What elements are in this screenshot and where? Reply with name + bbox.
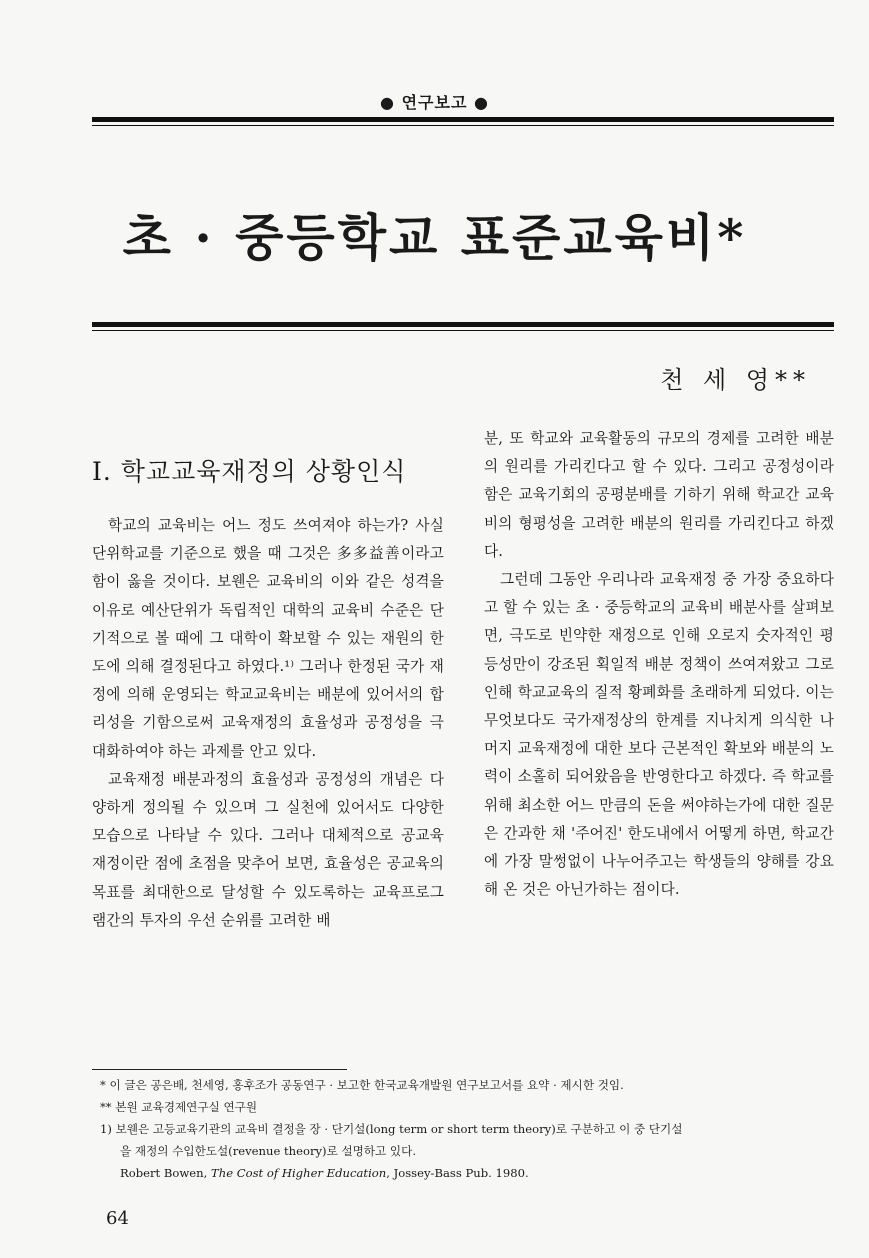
footnote: ** 본원 교육경제연구실 연구원 <box>100 1100 258 1114</box>
footnote: 1) 보웬은 고등교육기관의 교육비 결정을 장 · 단기설(long term or short term theory)로 구분하고 이 중 단기설 <box>100 1122 683 1136</box>
paragraph: 분, 또 학교와 교육활동의 규모의 경제를 고려한 배분의 원리를 가리킨다고 할 수 있다. 그리고 공정성이라 함은 교육기회의 공평분배를 기하기 위해 학교간 교육비의 형평성을 고려한 배분의 원리를 가리킨다고 하겠다. <box>484 430 834 560</box>
left-column <box>92 512 444 935</box>
section-tag: ● 연구보고 ● <box>380 93 489 112</box>
section-heading: I. 학교교육재정의 상황인식 <box>92 457 407 486</box>
paragraph: 교육재정 배분과정의 효율성과 공정성의 개념은 다양하게 정의될 수 있으며 그 실천에 있어서도 다양한 모습으로 나타날 수 있다. 그러나 대체적으로 공교육 재정이란 점에 초점을 맞추어 보면, 효율성은 공교육의 목표를 최대한으로 달성할 수 있도록하는 교육프로그램간의 투자의 우선 순위를 고려한 배 <box>92 770 444 929</box>
reference-author: Robert Bowen, <box>120 1166 212 1180</box>
author-name: 천 세 영** <box>660 366 811 394</box>
footnote-reference <box>100 1162 820 1184</box>
paragraph: 학교의 교육비는 어느 정도 쓰여져야 하는가? 사실 단위학교를 기준으로 했을 때 그것은 多多益善이라고 함이 옳을 것이다. 보웬은 교육비의 이와 같은 성격을 이유로 예산단위가 독립적인 대학의 교육비 수준은 단기적으로 볼 때에 그 대학이 확보할 수 있는 재원의 한도에 의해 결정된다고 하였다.¹⁾ 그러나 한정된 국가 재정에 의해 운영되는 학교교육비는 배분에 있어서의 합리성을 기함으로써 교육재정의 효율성과 공정성을 극대화하여야 하는 과제를 안고 있다. <box>92 517 444 760</box>
right-column <box>484 425 834 904</box>
reference-title: The Cost of Higher Education <box>211 1166 387 1180</box>
title-rule-thin <box>92 330 834 331</box>
title-rule <box>92 322 834 327</box>
article-title: 초 · 중등학교 표준교육비* <box>122 208 747 267</box>
footnotes <box>100 1074 820 1184</box>
header-rule <box>92 117 834 122</box>
page-number: 64 <box>106 1208 129 1229</box>
reference-publisher: , Jossey-Bass Pub. 1980. <box>386 1166 529 1180</box>
paragraph: 그런데 그동안 우리나라 교육재정 중 가장 중요하다고 할 수 있는 초 · 중등학교의 교육비 배분사를 살펴보면, 극도로 빈약한 재정으로 인해 오로지 숫자적인 평등성만이 강조된 획일적 배분 정책이 쓰여져왔고 그로 인해 학교교육의 질적 황폐화를 초래하게 되었다. 이는 무엇보다도 국가재정상의 한계를 지나치게 의식한 나머지 교육재정에 대한 보다 근본적인 확보와 배분의 노력이 소홀히 되어왔음을 반영한다고 하겠다. 즉 학교를 위해 최소한 어느 만큼의 돈을 써야하는가에 대한 질문은 간과한 채 '주어진' 한도내에서 어떻게 하면, 학교간에 가장 말썽없이 나누어주고는 학생들의 양해를 강요해 온 것은 아닌가하는 점이다. <box>484 571 834 899</box>
header-rule-thin <box>92 125 834 126</box>
footnote: * 이 글은 공은배, 천세영, 홍후조가 공동연구 · 보고한 한국교육개발원 연구보고서를 요약 · 제시한 것임. <box>100 1078 624 1092</box>
footnote-divider <box>92 1069 347 1070</box>
footnote: 을 재정의 수입한도설(revenue theory)로 설명하고 있다. <box>120 1144 417 1158</box>
